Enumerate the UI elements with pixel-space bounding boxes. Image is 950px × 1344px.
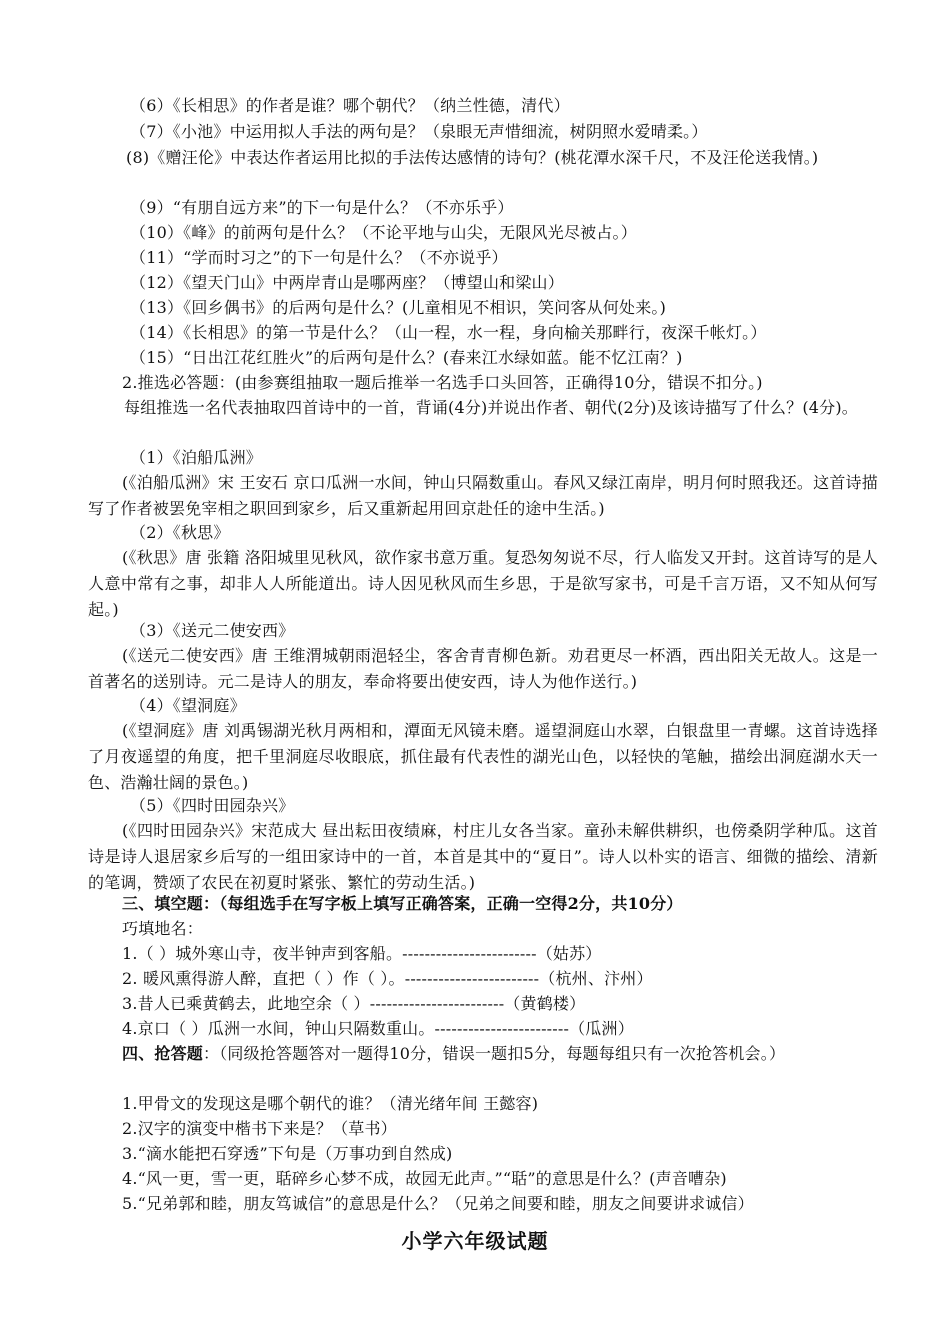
part4-heading	[88, 1041, 878, 1067]
question-11: （11）“学而时习之”的下一句是什么？（不亦说乎）	[130, 248, 508, 267]
quick-item-5: 5.“兄弟郭和睦，朋友笃诚信”的意思是什么？（兄弟之间要和睦，朋友之间要讲求诚信）	[122, 1194, 754, 1213]
fill-item-1: 1.（ ）城外寒山寺，夜半钟声到客船。------------------------（姑苏）	[122, 944, 602, 963]
question-14: （14）《长相思》的第一节是什么？（山一程，水一程，身向榆关那畔行，夜深千帐灯。）	[130, 323, 767, 342]
question-7: （7）《小池》中运用拟人手法的两句是？（泉眼无声惜细流，树阴照水爱晴柔。）	[130, 122, 708, 141]
part4-heading-rest: ：（同级抢答题答对一题得10分，错误一题扣5分，每题每组只有一次抢答机会。）	[203, 1044, 786, 1063]
footer-title: 小学六年级试题	[401, 1229, 549, 1253]
quick-item-4: 4.“风一更，雪一更，聒碎乡心梦不成，故园无此声。”“聒”的意思是什么？(声音嘈杂)	[122, 1169, 727, 1188]
poem-4-answer: (《望洞庭》唐 刘禹锡湖光秋月两相和，潭面无风镜未磨。遥望洞庭山水翠，白银盘里一青螺。这首诗选择了月夜遥望的角度，把千里洞庭尽收眼底，抓住最有代表性的湖光山色，以轻快的笔触，描绘出洞庭湖水天一色、浩瀚壮阔的景色。)	[88, 721, 878, 792]
question-13: （13）《回乡偶书》的后两句是什么？(儿童相见不相识，笑问客从何处来。)	[130, 298, 667, 317]
part2-intro: 每组推选一名代表抽取四首诗中的一首，背诵(4分)并说出作者、朝代(2分)及该诗描写了什么？(4分)。	[124, 398, 858, 417]
question-9: （9）“有朋自远方来”的下一句是什么？（不亦乐乎）	[130, 198, 514, 217]
poem-5-label: （5）《四时田园杂兴》	[130, 796, 295, 815]
quick-item-1: 1.甲骨文的发现这是哪个朝代的谁？（清光绪年间 王懿容)	[122, 1094, 539, 1113]
fill-item-4: 4.京口（ ）瓜洲一水间，钟山只隔数重山。------------------------（瓜洲）	[122, 1019, 634, 1038]
question-12: （12）《望天门山》中两岸青山是哪两座？（博望山和梁山）	[130, 273, 564, 292]
poem-2-label: （2）《秋思》	[130, 523, 230, 542]
question-10: （10）《峰》的前两句是什么？（不论平地与山尖，无限风光尽被占。）	[130, 223, 637, 242]
poem-5-answer: (《四时田园杂兴》宋范成大 昼出耘田夜绩麻，村庄儿女各当家。童孙未解供耕织，也傍桑阴学种瓜。这首诗是诗人退居家乡后写的一组田家诗中的一首，本首是其中的“夏日”。诗人以朴实的语言、细微的描绘、清新的笔调，赞颂了农民在初夏时紧张、繁忙的劳动生活。)	[88, 821, 878, 892]
fill-item-3: 3.昔人已乘黄鹤去，此地空余（ ）------------------------（黄鹤楼）	[122, 994, 586, 1013]
fill-item-2: 2. 暖风熏得游人醉，直把（ ）作（ ）。------------------------（杭州、汴州）	[122, 969, 653, 988]
part4-heading-bold: 四、抢答题	[122, 1044, 204, 1063]
part3-heading: 三、填空题：（每组选手在写字板上填写正确答案，正确一空得2分，共10分）	[122, 894, 683, 913]
poem-4-label: （4）《望洞庭》	[130, 696, 246, 715]
poem-3-label: （3）《送元二使安西》	[130, 621, 295, 640]
poem-1-answer: (《泊船瓜洲》宋 王安石 京口瓜洲一水间，钟山只隔数重山。春风又绿江南岸，明月何时照我还。这首诗描写了作者被罢免宰相之职回到家乡，后又重新起用回京赴任的途中生活。)	[88, 473, 878, 518]
quick-item-3: 3.“滴水能把石穿透”下句是（万事功到自然成)	[122, 1144, 453, 1163]
question-6: （6）《长相思》的作者是谁？哪个朝代？（纳兰性德，清代）	[130, 96, 570, 115]
question-15: （15）“日出江花红胜火”的后两句是什么？(春来江水绿如蓝。能不忆江南？)	[130, 348, 683, 367]
quick-item-2: 2.汉字的演变中楷书下来是？（草书）	[122, 1119, 397, 1138]
poem-3-answer: (《送元二使安西》唐 王维渭城朝雨浥轻尘，客舍青青柳色新。劝君更尽一杯酒，西出阳关无故人。这是一首著名的送别诗。元二是诗人的朋友，奉命将要出使安西，诗人为他作送行。)	[88, 646, 878, 691]
question-8: (8)《赠汪伦》中表达作者运用比拟的手法传达感情的诗句？(桃花潭水深千尺，不及汪伦送我情。)	[126, 148, 819, 167]
part3-sub: 巧填地名：	[122, 919, 204, 938]
poem-2-answer: (《秋思》唐 张籍 洛阳城里见秋风，欲作家书意万重。复恐匆匆说不尽，行人临发又开封。这首诗写的是人人意中常有之事，却非人人所能道出。诗人因见秋风而生乡思，于是欲写家书，可是千言万语，又不知从何写起。)	[88, 548, 878, 619]
poem-1-label: （1）《泊船瓜洲》	[130, 448, 262, 467]
part2-heading: 2.推选必答题：(由参赛组抽取一题后推举一名选手口头回答，正确得10分，错误不扣分。)	[122, 373, 763, 392]
